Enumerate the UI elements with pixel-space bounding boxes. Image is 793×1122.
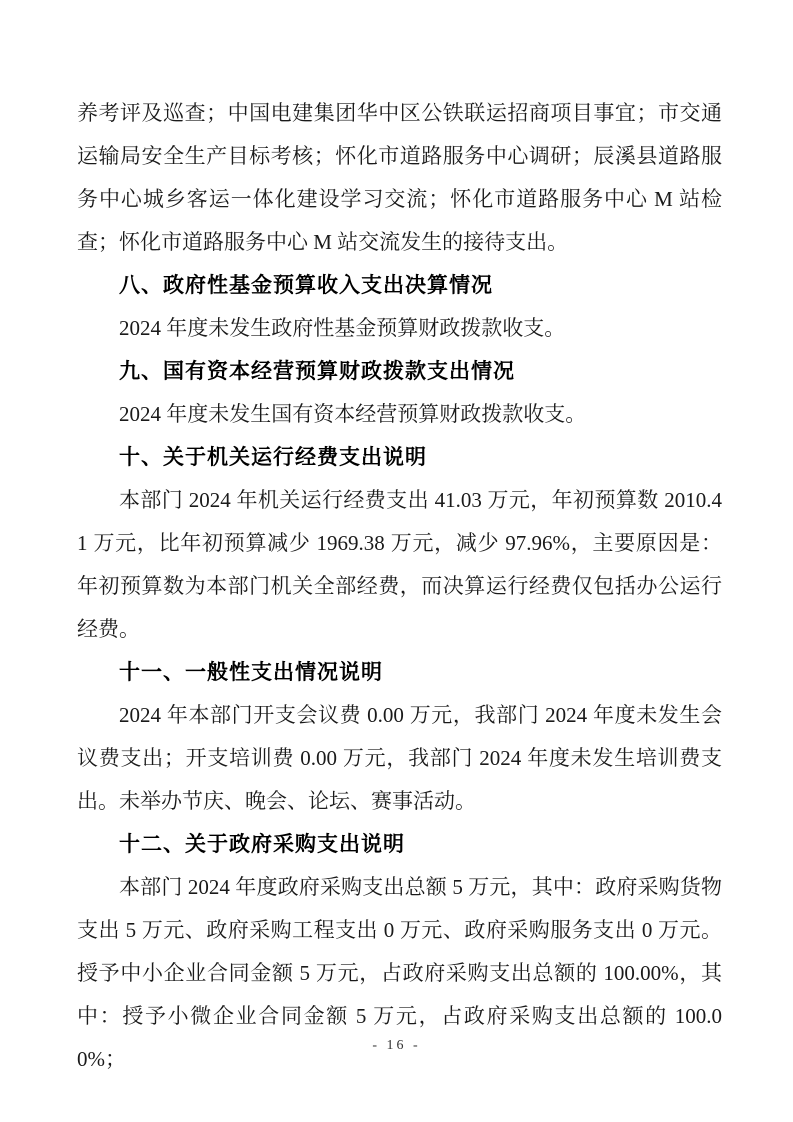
section-heading-general-expense: 十一、一般性支出情况说明 (119, 661, 383, 684)
section-heading-gov-fund-budget: 八、政府性基金预算收入支出决算情况 (119, 274, 493, 297)
section-heading-agency-operating-expense: 十、关于机关运行经费支出说明 (119, 446, 427, 469)
page-number: - 16 - (372, 1038, 421, 1053)
section-body-state-capital-budget: 2024 年度未发生国有资本经营预算财政拨款收支。 (119, 402, 587, 426)
document-body (77, 92, 722, 1081)
section-heading-state-capital-budget: 九、国有资本经营预算财政拨款支出情况 (119, 360, 515, 383)
section-body-general-expense: 2024 年本部门开支会议费 0.00 万元，我部门 2024 年度未发生会议费支出；开支培训费 0.00 万元，我部门 2024 年度未发生培训费支出。未举办节庆、晚会、论坛、赛事活动。 (77, 703, 722, 813)
section-body-gov-fund-budget: 2024 年度未发生政府性基金预算财政拨款收支。 (119, 316, 566, 340)
page-footer (0, 1036, 793, 1054)
paragraph-continuation: 养考评及巡查；中国电建集团华中区公铁联运招商项目事宜；市交通运输局安全生产目标考核；怀化市道路服务中心调研；辰溪县道路服务中心城乡客运一体化建设学习交流；怀化市道路服务中心 M 站检查；怀化市道路服务中心 M 站交流发生的接待支出。 (77, 101, 722, 254)
section-heading-gov-procurement: 十二、关于政府采购支出说明 (119, 833, 405, 856)
section-body-agency-operating-expense: 本部门 2024 年机关运行经费支出 41.03 万元，年初预算数 2010.41 万元，比年初预算减少 1969.38 万元，减少 97.96%，主要原因是：年初预算数为本部门机关全部经费，而决算运行经费仅包括办公运行经费。 (77, 488, 722, 641)
section-body-gov-procurement: 本部门 2024 年度政府采购支出总额 5 万元，其中：政府采购货物支出 5 万元、政府采购工程支出 0 万元、政府采购服务支出 0 万元。授予中小企业合同金额 5 万元，占政府采购支出总额的 100.00%，其中：授予小微企业合同金额 5 万元，占政府采购支出总额的 100.00%； (77, 875, 722, 1071)
